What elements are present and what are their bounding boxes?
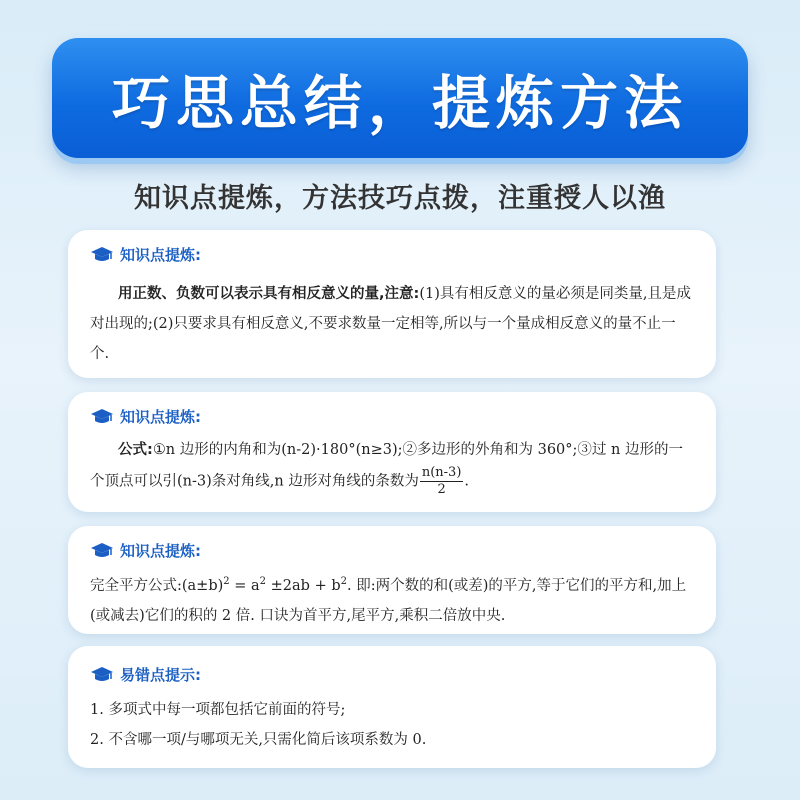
- title-banner: [52, 38, 748, 158]
- card-body: [90, 279, 694, 369]
- formula-text: 完全平方公式:(a±b): [90, 578, 224, 594]
- exponent: 2: [223, 576, 230, 588]
- card-label: 知识点提炼:: [120, 542, 201, 560]
- card-strong-text: 用正数、负数可以表示具有相反意义的量,注意:: [118, 286, 420, 302]
- graduation-cap-icon: [90, 408, 114, 426]
- graduation-cap-icon: [90, 666, 114, 684]
- graduation-cap-icon: [90, 246, 114, 264]
- card-header: [90, 664, 694, 685]
- card-text: ①n 边形的内角和为(n-2)·180°(n≥3);②多边形的外角和为 360°;③过 n 边形的一个顶点可以引(n-3)条对角线,n 边形对角线的条数为: [90, 442, 683, 490]
- exponent: 2: [259, 576, 267, 588]
- knowledge-card-3: [68, 526, 716, 634]
- formula-text: = a: [229, 578, 260, 594]
- card-text: (1)具有相反意义的量必须是同类量,且是成对出现的;(2)只要求具有相反意义,不要求数量一定相等,所以与一个量成相反意义的量不止一个.: [90, 286, 691, 362]
- fraction-numerator: n(n-3): [421, 465, 462, 480]
- card-header: [90, 406, 694, 427]
- card-tail: .: [464, 473, 470, 490]
- mistake-tips-card: [68, 646, 716, 768]
- card-body: [90, 695, 694, 755]
- exponent: 2: [340, 576, 347, 588]
- subtitle: 知识点提炼，方法技巧点拨，注重授人以渔: [134, 183, 666, 214]
- knowledge-card-1: [68, 230, 716, 378]
- card-header: [90, 540, 694, 561]
- fraction: [420, 465, 464, 498]
- card-label: 知识点提炼:: [120, 246, 201, 264]
- knowledge-card-2: [68, 392, 716, 512]
- card-body: [90, 571, 694, 631]
- card-header: [90, 244, 694, 265]
- formula-text: . 即:两个数的和(或差)的平方,等于它们的平方和,加上(或减去)它们的积的 2 倍. 口诀为首平方,尾平方,乘积二倍放中央.: [90, 578, 687, 624]
- list-item: 1. 多项式中每一项都包括它前面的符号;: [90, 702, 346, 718]
- card-label: 知识点提炼:: [120, 408, 201, 426]
- card-strong-text: 公式:: [118, 442, 153, 458]
- card-label: 易错点提示:: [120, 666, 201, 684]
- fraction-denominator: 2: [437, 482, 446, 497]
- banner-title: 巧思总结，提炼方法: [111, 69, 688, 137]
- list-item: 2. 不含哪一项/与哪项无关,只需化简后该项系数为 0.: [90, 732, 427, 748]
- graduation-cap-icon: [90, 542, 114, 560]
- card-body: [90, 435, 694, 498]
- formula-text: ±2ab + b: [266, 578, 341, 594]
